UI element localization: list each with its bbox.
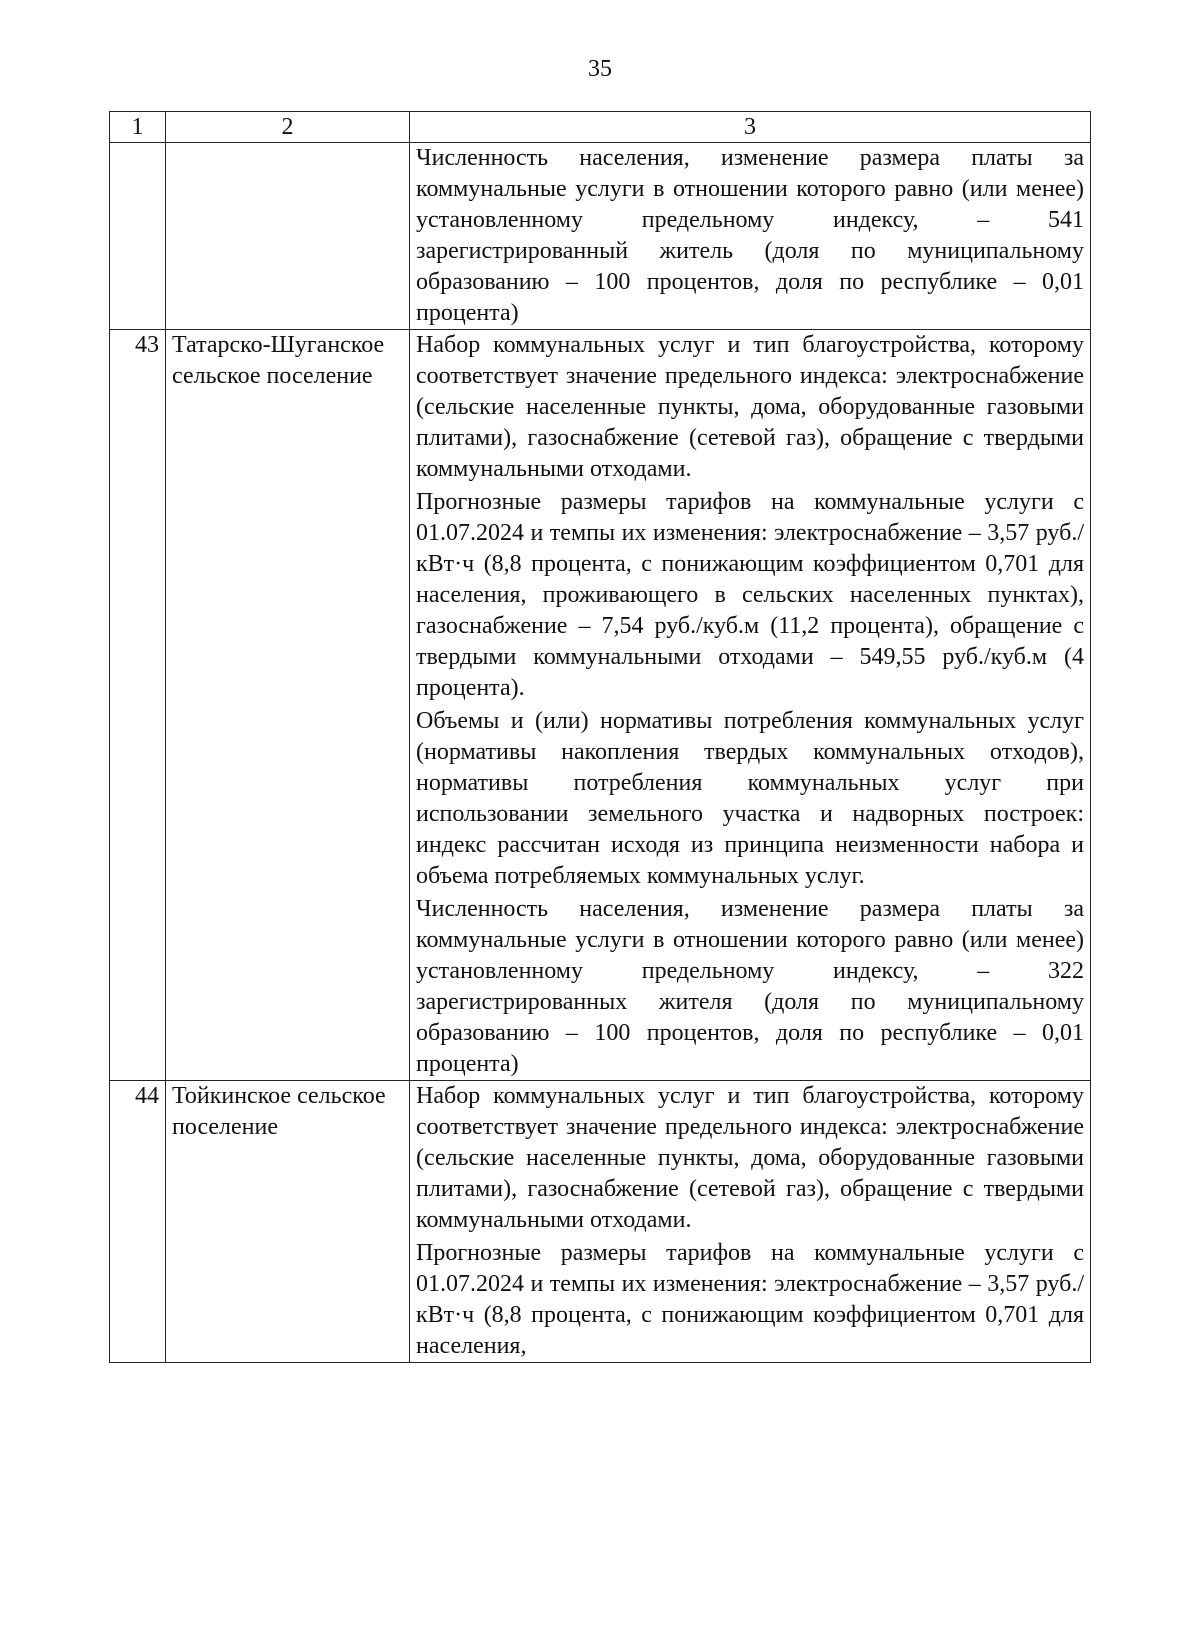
column-header-1: 1: [110, 112, 166, 143]
paragraph: Прогнозные размеры тарифов на коммунальные услуги с 01.07.2024 и темпы их изменения: электроснабжение – 3,57 руб./кВт·ч (8,8 процента, с понижающим коэффициентом 0,701 для населения,: [416, 1240, 1084, 1359]
table-row: [110, 330, 1091, 1081]
paragraph: Набор коммунальных услуг и тип благоустройства, которому соответствует значение предельного индекса: электроснабжение (сельские населенные пункты, дома, оборудованные газовыми плитами), газоснабжение (сетевой газ), обращение с твердыми коммунальными отходами.: [416, 1083, 1084, 1233]
row-content: [410, 330, 1091, 1081]
row-content: [410, 143, 1091, 330]
document-table: [109, 111, 1091, 1363]
table-header-row: [110, 112, 1091, 143]
paragraph: Прогнозные размеры тарифов на коммунальные услуги с 01.07.2024 и темпы их изменения: электроснабжение – 3,57 руб./кВт·ч (8,8 процента, с понижающим коэффициентом 0,701 для населения, проживающего в сельских населенных пунктах), газоснабжение – 7,54 руб./куб.м (11,2 процента), обращение с твердыми коммунальными отходами – 549,55 руб./куб.м (4 процента).: [416, 489, 1084, 701]
paragraph: Набор коммунальных услуг и тип благоустройства, которому соответствует значение предельного индекса: электроснабжение (сельские населенные пункты, дома, оборудованные газовыми плитами), газоснабжение (сетевой газ), обращение с твердыми коммунальными отходами.: [416, 332, 1084, 482]
column-header-2: 2: [166, 112, 410, 143]
page-number: 35: [588, 56, 612, 82]
row-number: [110, 143, 166, 330]
paragraph: Объемы и (или) нормативы потребления коммунальных услуг (нормативы накопления твердых коммунальных отходов), нормативы потребления коммунальных услуг при использовании земельного участка и надворных построек: индекс рассчитан исходя из принципа неизменности набора и объема потребляемых коммунальных услуг.: [416, 708, 1084, 889]
table-row: [110, 143, 1091, 330]
column-header-3: 3: [410, 112, 1091, 143]
paragraph: Численность населения, изменение размера платы за коммунальные услуги в отношении которого равно (или менее) установленному предельному индексу, – 541 зарегистрированный житель (доля по муниципальному образованию – 100 процентов, доля по республике – 0,01 процента): [416, 145, 1084, 326]
row-number: 44: [110, 1081, 166, 1363]
row-content: [410, 1081, 1091, 1363]
row-number: 43: [110, 330, 166, 1081]
paragraph: Численность населения, изменение размера платы за коммунальные услуги в отношении которого равно (или менее) установленному предельному индексу, – 322 зарегистрированных жителя (доля по муниципальному образованию – 100 процентов, доля по республике – 0,01 процента): [416, 896, 1084, 1077]
settlement-name: Тойкинское сельское поселение: [166, 1081, 410, 1363]
settlement-name: [166, 143, 410, 330]
table-row: [110, 1081, 1091, 1363]
settlement-name: Татарско-Шуганское сельское поселение: [166, 330, 410, 1081]
